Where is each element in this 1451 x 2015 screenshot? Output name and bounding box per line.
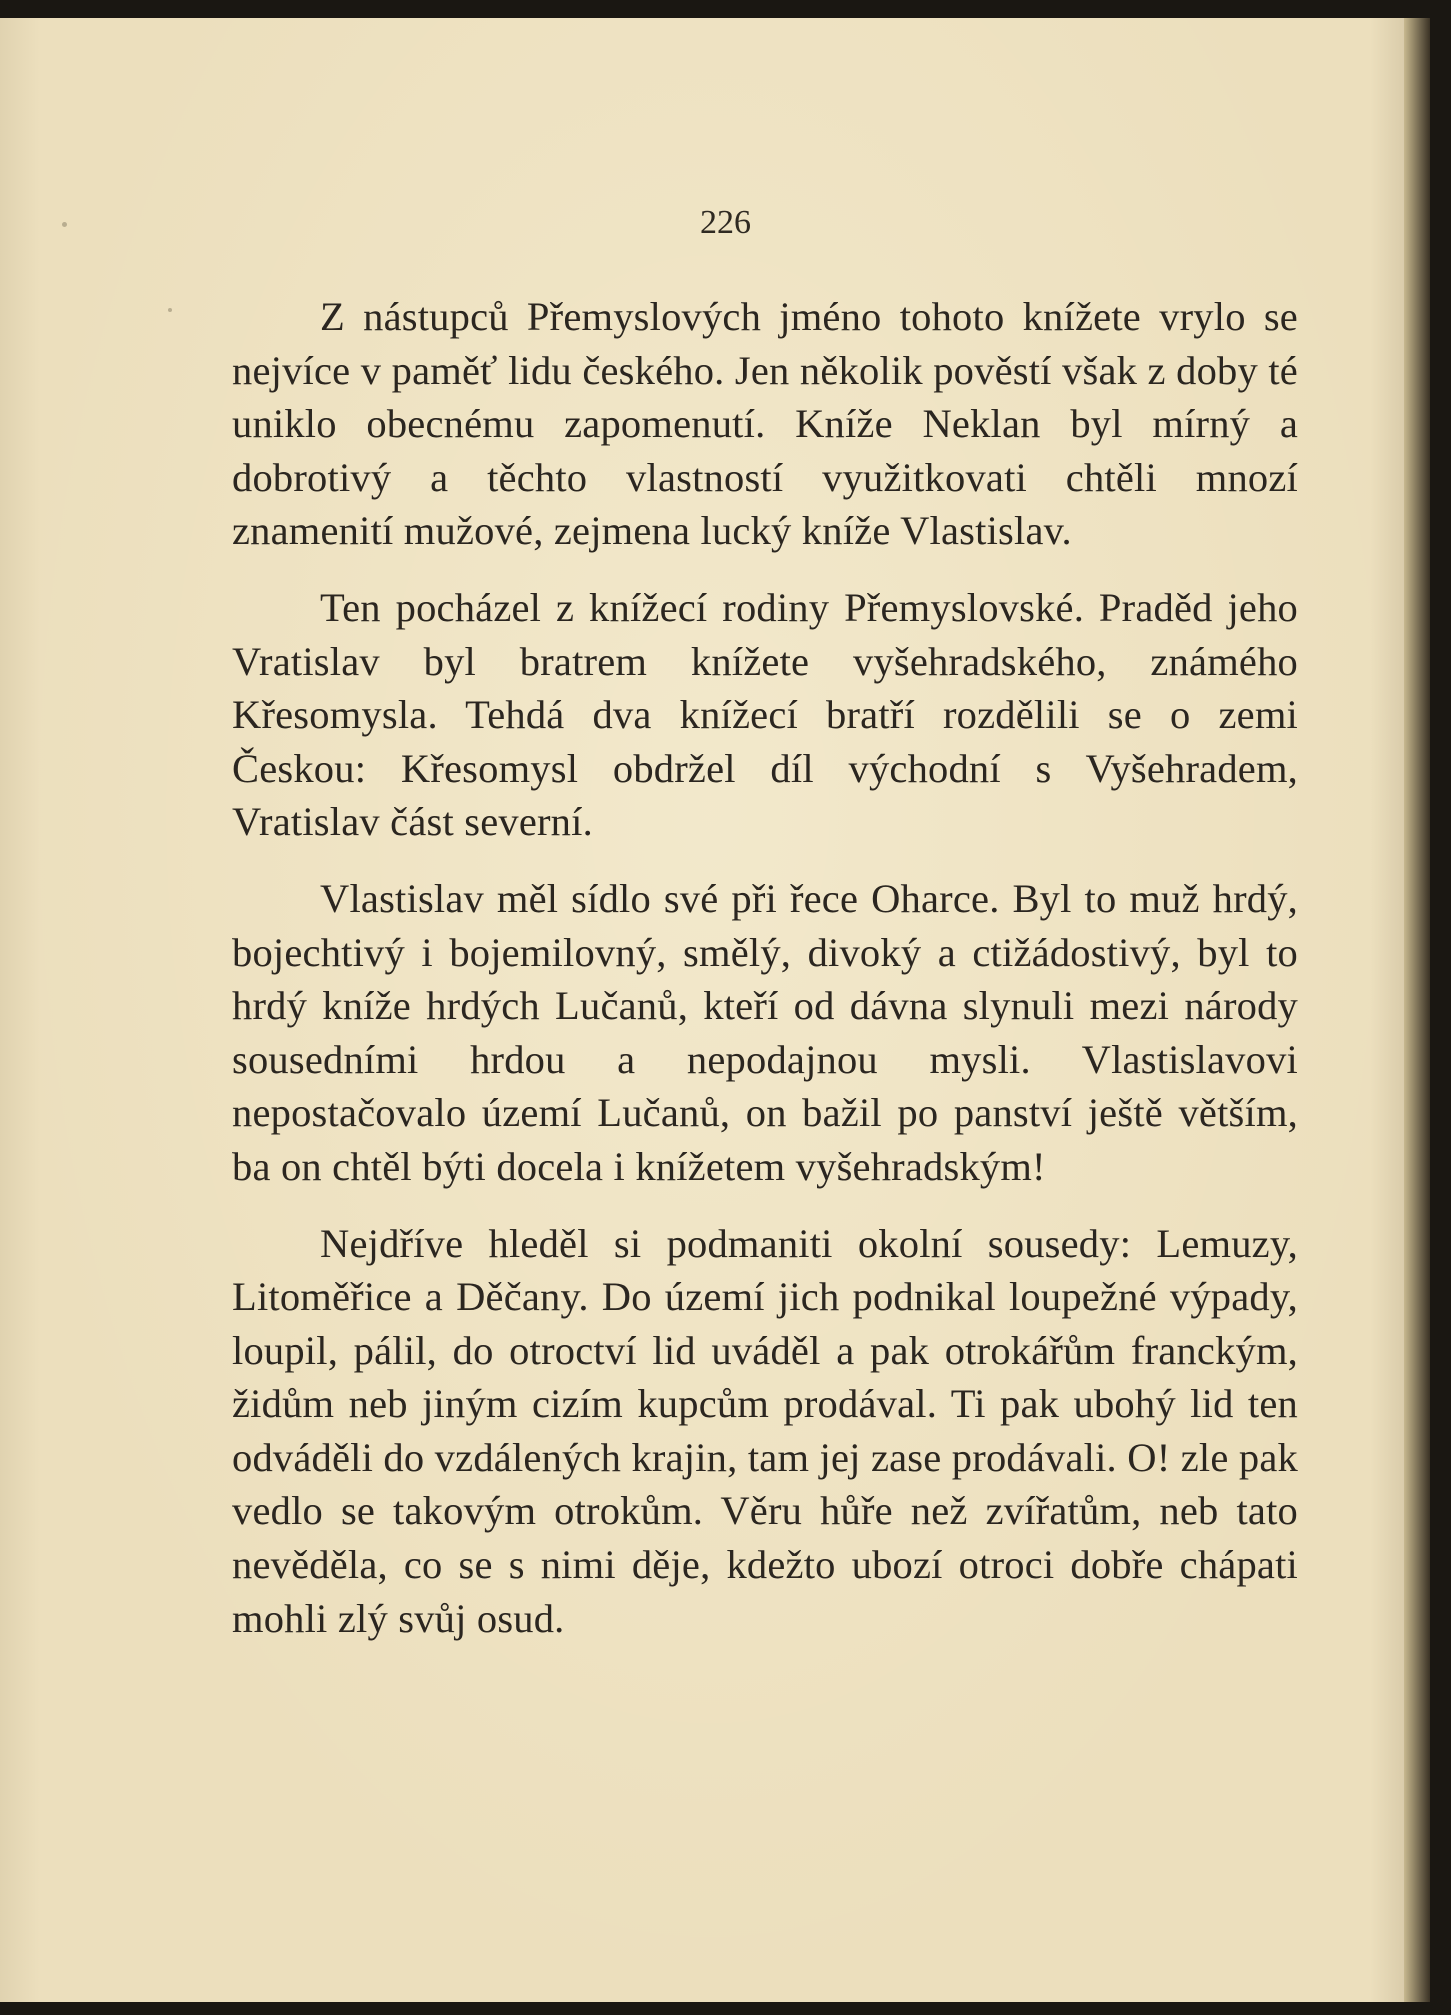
paragraph-1: Z nástupců Přemyslových jméno tohoto knížete vrylo se nejvíce v paměť lidu českého. Jen několik pověstí však z doby té uniklo obecnému zapomenutí. Kníže Neklan byl mírný a dobrotivý a těchto vlastností využitkovati chtěli mnozí znamenití mužové, zejmena lucký kníže Vlastislav. [232,294,1298,554]
paragraph-2: Ten pocházel z knížecí rodiny Přemyslovské. Praděd jeho Vratislav byl bratrem knížete vyšehradského, známého Křesomysla. Tehdá dva knížecí bratří rozdělili se o zemi Českou: Křesomysl obdržel díl východní s Vyšehradem, Vratislav část severní. [232,584,1298,845]
paragraph-3: Vlastislav měl sídlo své při řece Oharce. Byl to muž hrdý, bojechtivý i bojemilovný, smělý, divoký a ctižádostivý, byl to hrdý kníže hrdých Lučanů, kteří od dávna slynuli mezi národy sousedními hrdou a nepodajnou mysli. Vlastislavovi nepostačovalo území Lučanů, on bažil po panství ještě větším, ba on chtěl býti docela i knížetem vyšehradským! [232,875,1298,1189]
paper-speck [168,308,172,312]
body-text [232,290,1298,1668]
paragraph-4: Nejdříve hleděl si podmaniti okolní sousedy: Lemuzy, Litoměřice a Děčany. Do území jich podnikal loupežné výpady, loupil, pálil, do otroctví lid uváděl a pak otrokářům franckým, židům neb jiným cizím kupcům prodával. Ti pak ubohý lid ten odváděli do vzdálených krajin, tam jej zase prodávali. O! zle pak vedlo se takovým otrokům. Věru hůře než zvířatům, neb tato nevěděla, co se s nimi děje, kdežto ubozí otroci dobře chápati mohli zlý svůj osud. [232,1220,1298,1641]
page-number: 226 [700,204,751,241]
page-edge-shadow [1404,18,1430,2002]
